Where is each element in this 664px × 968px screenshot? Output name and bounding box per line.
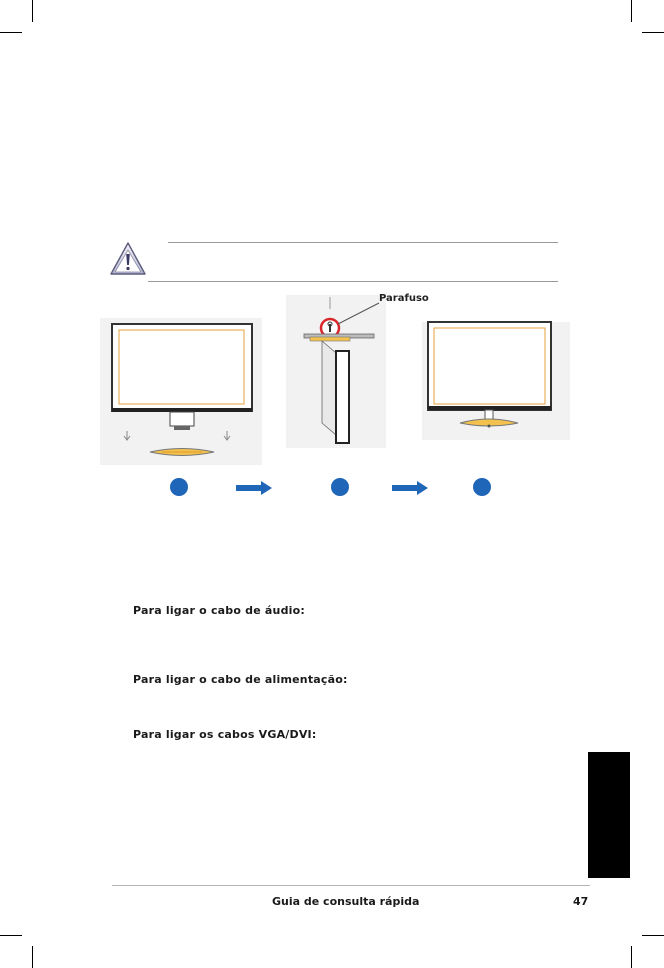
stand-assembly-illustration [100,295,570,465]
caution-rule-bottom [148,281,558,282]
crop-mark [0,32,22,33]
section-heading-power-cable: Para ligar o cabo de alimentação: [133,673,348,686]
language-tab [588,752,630,878]
footer-title: Guia de consulta rápida [272,895,420,908]
step-marker-icon [331,478,349,496]
step-marker-icon [170,478,188,496]
assembly-step-1-figure [100,318,262,465]
right-arrow-icon [236,480,272,494]
crop-mark [0,935,22,936]
caution-rule-top [168,242,558,243]
footer-rule [112,885,590,886]
crop-mark [32,946,33,968]
screw-callout-label: Parafuso [379,293,429,304]
crop-mark [631,0,632,22]
caution-icon [108,240,148,278]
crop-mark [642,32,664,33]
right-arrow-icon [392,480,428,494]
step-marker-icon [473,478,491,496]
crop-mark [642,935,664,936]
assembly-step-2-figure [286,295,386,448]
crop-mark [631,946,632,968]
section-heading-vga-dvi-cables: Para ligar os cabos VGA/DVI: [133,728,317,741]
section-heading-audio-cable: Para ligar o cabo de áudio: [133,604,305,617]
assembly-step-3-figure [422,322,570,440]
crop-mark [32,0,33,22]
page-number: 47 [573,895,589,908]
